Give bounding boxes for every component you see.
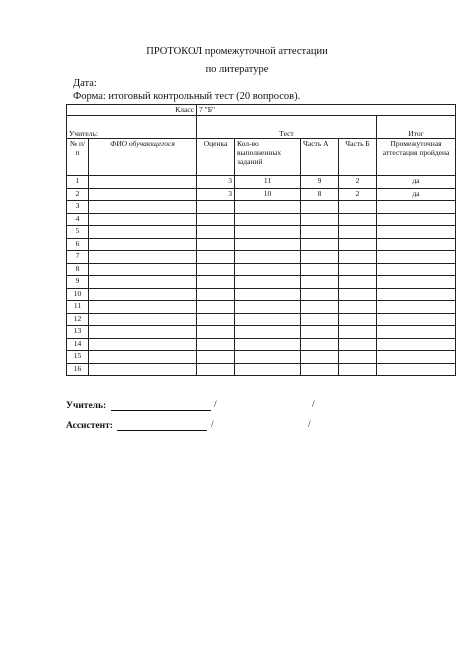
row-tasks [235, 213, 301, 226]
table-row [67, 351, 456, 364]
row-tasks [235, 326, 301, 339]
row-passed: да [377, 188, 456, 201]
row-grade [197, 263, 235, 276]
teacher-slash-1: / [214, 400, 217, 410]
teacher-signature-line [111, 400, 211, 411]
col-num-header: № п/п [67, 139, 89, 176]
row-grade [197, 226, 235, 239]
row-name [89, 176, 197, 189]
result-header: Итог [377, 116, 456, 139]
row-number: 7 [67, 251, 89, 264]
row-part-b [339, 301, 377, 314]
row-passed [377, 301, 456, 314]
attestation-table [66, 104, 456, 376]
table-row [67, 226, 456, 239]
table-row [67, 251, 456, 264]
row-tasks [235, 263, 301, 276]
row-grade [197, 301, 235, 314]
row-part-a [301, 288, 339, 301]
row-part-b [339, 338, 377, 351]
row-passed [377, 288, 456, 301]
col-passed-header: Промежуточная аттестация пройдена [377, 139, 456, 176]
row-grade [197, 363, 235, 376]
assistant-slash-1: / [211, 420, 214, 430]
row-part-b: 2 [339, 188, 377, 201]
row-passed [377, 251, 456, 264]
row-name [89, 251, 197, 264]
row-part-b [339, 263, 377, 276]
col-part-a-header: Часть А [301, 139, 339, 176]
row-tasks [235, 276, 301, 289]
table-row [67, 176, 456, 189]
row-grade: 3 [197, 188, 235, 201]
row-tasks [235, 238, 301, 251]
row-part-a [301, 301, 339, 314]
row-name [89, 301, 197, 314]
table-row [67, 263, 456, 276]
table-row [67, 326, 456, 339]
row-number: 5 [67, 226, 89, 239]
row-grade [197, 313, 235, 326]
row-part-b [339, 276, 377, 289]
row-grade: 3 [197, 176, 235, 189]
row-part-a [301, 263, 339, 276]
row-grade [197, 338, 235, 351]
row-part-a [301, 338, 339, 351]
col-grade-header: Оценка [197, 139, 235, 176]
date-label: Дата: [73, 78, 97, 89]
row-name [89, 201, 197, 214]
row-tasks [235, 201, 301, 214]
row-part-b [339, 351, 377, 364]
row-number: 14 [67, 338, 89, 351]
table-row [67, 338, 456, 351]
row-part-a: 9 [301, 176, 339, 189]
row-part-b [339, 238, 377, 251]
row-part-a [301, 351, 339, 364]
table-row [67, 238, 456, 251]
row-part-a [301, 313, 339, 326]
row-name [89, 238, 197, 251]
row-number: 2 [67, 188, 89, 201]
row-tasks [235, 226, 301, 239]
row-part-a [301, 226, 339, 239]
table-row [67, 213, 456, 226]
row-part-a [301, 201, 339, 214]
row-number: 4 [67, 213, 89, 226]
table-row [67, 288, 456, 301]
row-name [89, 351, 197, 364]
row-passed [377, 313, 456, 326]
table-row [67, 363, 456, 376]
assistant-slash-2: / [308, 420, 311, 430]
row-grade [197, 238, 235, 251]
row-tasks [235, 338, 301, 351]
assistant-signature [66, 420, 311, 431]
row-name [89, 226, 197, 239]
row-number: 8 [67, 263, 89, 276]
row-part-b: 2 [339, 176, 377, 189]
row-part-a [301, 363, 339, 376]
class-value: 7 "Б" [197, 105, 456, 116]
teacher-signature-label: Учитель: [66, 401, 107, 411]
class-label: Класс [67, 105, 197, 116]
row-part-b [339, 363, 377, 376]
table-row [67, 301, 456, 314]
row-tasks [235, 351, 301, 364]
row-part-b [339, 288, 377, 301]
row-passed [377, 201, 456, 214]
row-name [89, 188, 197, 201]
row-number: 3 [67, 201, 89, 214]
row-grade [197, 276, 235, 289]
row-number: 13 [67, 326, 89, 339]
row-passed [377, 363, 456, 376]
row-grade [197, 213, 235, 226]
table-row [67, 201, 456, 214]
row-name [89, 263, 197, 276]
row-number: 1 [67, 176, 89, 189]
row-part-b [339, 213, 377, 226]
row-passed [377, 263, 456, 276]
row-passed [377, 326, 456, 339]
row-name [89, 288, 197, 301]
row-part-b [339, 313, 377, 326]
col-part-b-header: Часть Б [339, 139, 377, 176]
row-number: 15 [67, 351, 89, 364]
assistant-signature-line [117, 420, 207, 431]
row-passed [377, 351, 456, 364]
row-part-b [339, 226, 377, 239]
row-passed [377, 276, 456, 289]
teacher-header-label: Учитель: [67, 116, 197, 139]
row-number: 10 [67, 288, 89, 301]
row-grade [197, 201, 235, 214]
table-row [67, 188, 456, 201]
row-number: 6 [67, 238, 89, 251]
row-part-a [301, 326, 339, 339]
row-grade [197, 326, 235, 339]
form-label: Форма: итоговый контрольный тест (20 вопросов). [73, 91, 301, 102]
row-passed: да [377, 176, 456, 189]
row-name [89, 363, 197, 376]
row-tasks [235, 301, 301, 314]
teacher-slash-2: / [312, 400, 315, 410]
row-grade [197, 351, 235, 364]
col-name-header: ФИО обучающегося [89, 139, 197, 176]
row-number: 11 [67, 301, 89, 314]
teacher-signature [66, 400, 315, 411]
row-name [89, 313, 197, 326]
row-name [89, 338, 197, 351]
row-part-a [301, 276, 339, 289]
row-tasks: 10 [235, 188, 301, 201]
row-grade [197, 288, 235, 301]
row-name [89, 213, 197, 226]
row-part-b [339, 251, 377, 264]
row-passed [377, 226, 456, 239]
row-part-a [301, 251, 339, 264]
row-grade [197, 251, 235, 264]
row-part-a: 8 [301, 188, 339, 201]
row-part-a [301, 238, 339, 251]
row-part-a [301, 213, 339, 226]
row-part-b [339, 201, 377, 214]
col-tasks-header: Кол-во выполненных заданий [235, 139, 301, 176]
row-number: 16 [67, 363, 89, 376]
row-number: 9 [67, 276, 89, 289]
row-passed [377, 338, 456, 351]
row-passed [377, 238, 456, 251]
test-header: Тест [197, 116, 377, 139]
row-tasks [235, 251, 301, 264]
assistant-signature-label: Ассистент: [66, 421, 113, 431]
row-name [89, 326, 197, 339]
row-tasks [235, 313, 301, 326]
row-tasks [235, 363, 301, 376]
table-row [67, 276, 456, 289]
row-part-b [339, 326, 377, 339]
row-tasks [235, 288, 301, 301]
table-row [67, 313, 456, 326]
document-title: ПРОТОКОЛ промежуточной аттестации [146, 46, 328, 57]
row-tasks: 11 [235, 176, 301, 189]
row-name [89, 276, 197, 289]
row-number: 12 [67, 313, 89, 326]
document-subtitle: по литературе [205, 64, 269, 75]
row-passed [377, 213, 456, 226]
